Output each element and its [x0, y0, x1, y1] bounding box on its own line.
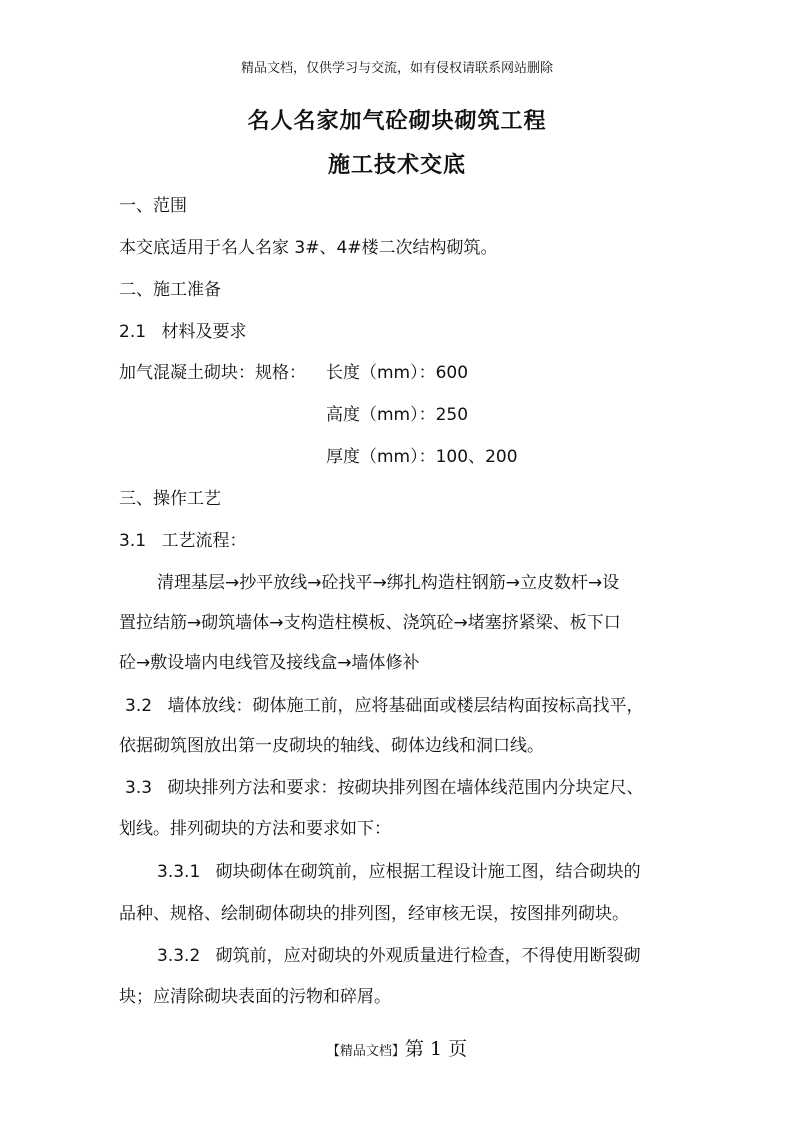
paragraph-3-3-2	[157, 941, 641, 966]
paragraph-text: 砌筑前，应对砌块的外观质量进行检查，不得使用断裂砌	[215, 946, 641, 966]
header-notice: 精品文档，仅供学习与交流，如有侵权请联系网站删除	[240, 61, 553, 76]
subsection-3-1	[119, 526, 246, 551]
page-number: 第 1 页	[404, 1038, 468, 1060]
subsection-number: 3.3	[125, 778, 153, 798]
page-footer	[0, 1034, 794, 1061]
paragraph-text: 块；应清除砌块表面的污物和碎屑。	[119, 987, 391, 1007]
document-subtitle: 施工技术交底	[327, 152, 466, 178]
spec-height: 高度（mm）：250	[326, 405, 469, 425]
subsection-number: 3.1	[119, 531, 147, 551]
process-flow-line: 置拉结筋→砌筑墙体→支构造柱模板、浇筑砼→堵塞挤紧梁、板下口	[119, 613, 621, 633]
paragraph-text: 依据砌筑图放出第一皮砌块的轴线、砌体边线和洞口线。	[119, 736, 544, 756]
document-title: 名人名家加气砼砌块砌筑工程	[247, 108, 547, 134]
subsection-2-1	[119, 317, 246, 342]
subsection-title: 工艺流程：	[161, 531, 247, 551]
spec-thickness: 厚度（mm）：100、200	[326, 447, 518, 467]
paragraph-text: 划线。排列砌块的方法和要求如下：	[119, 819, 391, 839]
subsection-number: 3.3.1	[157, 862, 201, 882]
section2-heading: 二、施工准备	[119, 280, 221, 300]
paragraph-3-2	[125, 691, 643, 716]
paragraph-text: 砌块排列方法和要求：按砌块排列图在墙体线范围内分块定尺、	[167, 778, 644, 798]
subsection-number: 3.3.2	[157, 946, 201, 966]
section3-heading: 三、操作工艺	[119, 489, 221, 509]
section1-heading: 一、范围	[119, 196, 187, 216]
paragraph-text: 砌块砌体在砌筑前，应根据工程设计施工图，结合砌块的	[215, 862, 641, 882]
process-flow-line: 清理基层→抄平放线→砼找平→绑扎构造柱钢筋→立皮数杆→设	[157, 573, 620, 593]
paragraph-3-3	[125, 773, 643, 798]
process-flow-line: 砼→敷设墙内电线管及接线盒→墙体修补	[119, 653, 420, 673]
subsection-number: 2.1	[119, 322, 147, 342]
subsection-title: 材料及要求	[161, 322, 247, 342]
subsection-number: 3.2	[125, 696, 153, 716]
paragraph-text: 品种、规格、绘制砌体砌块的排列图，经审核无误，按图排列砌块。	[119, 904, 629, 924]
spec-length: 长度（mm）：600	[326, 363, 469, 383]
paragraph-3-3-1	[157, 857, 641, 882]
section1-text: 本交底适用于名人名家 3#、4#楼二次结构砌筑。	[119, 238, 498, 258]
footer-label: 【精品文档】	[326, 1044, 405, 1059]
spec-label: 加气混凝土砌块：规格：	[119, 363, 306, 383]
paragraph-text: 墙体放线：砌体施工前，应将基础面或楼层结构面按标高找平，	[167, 696, 644, 716]
